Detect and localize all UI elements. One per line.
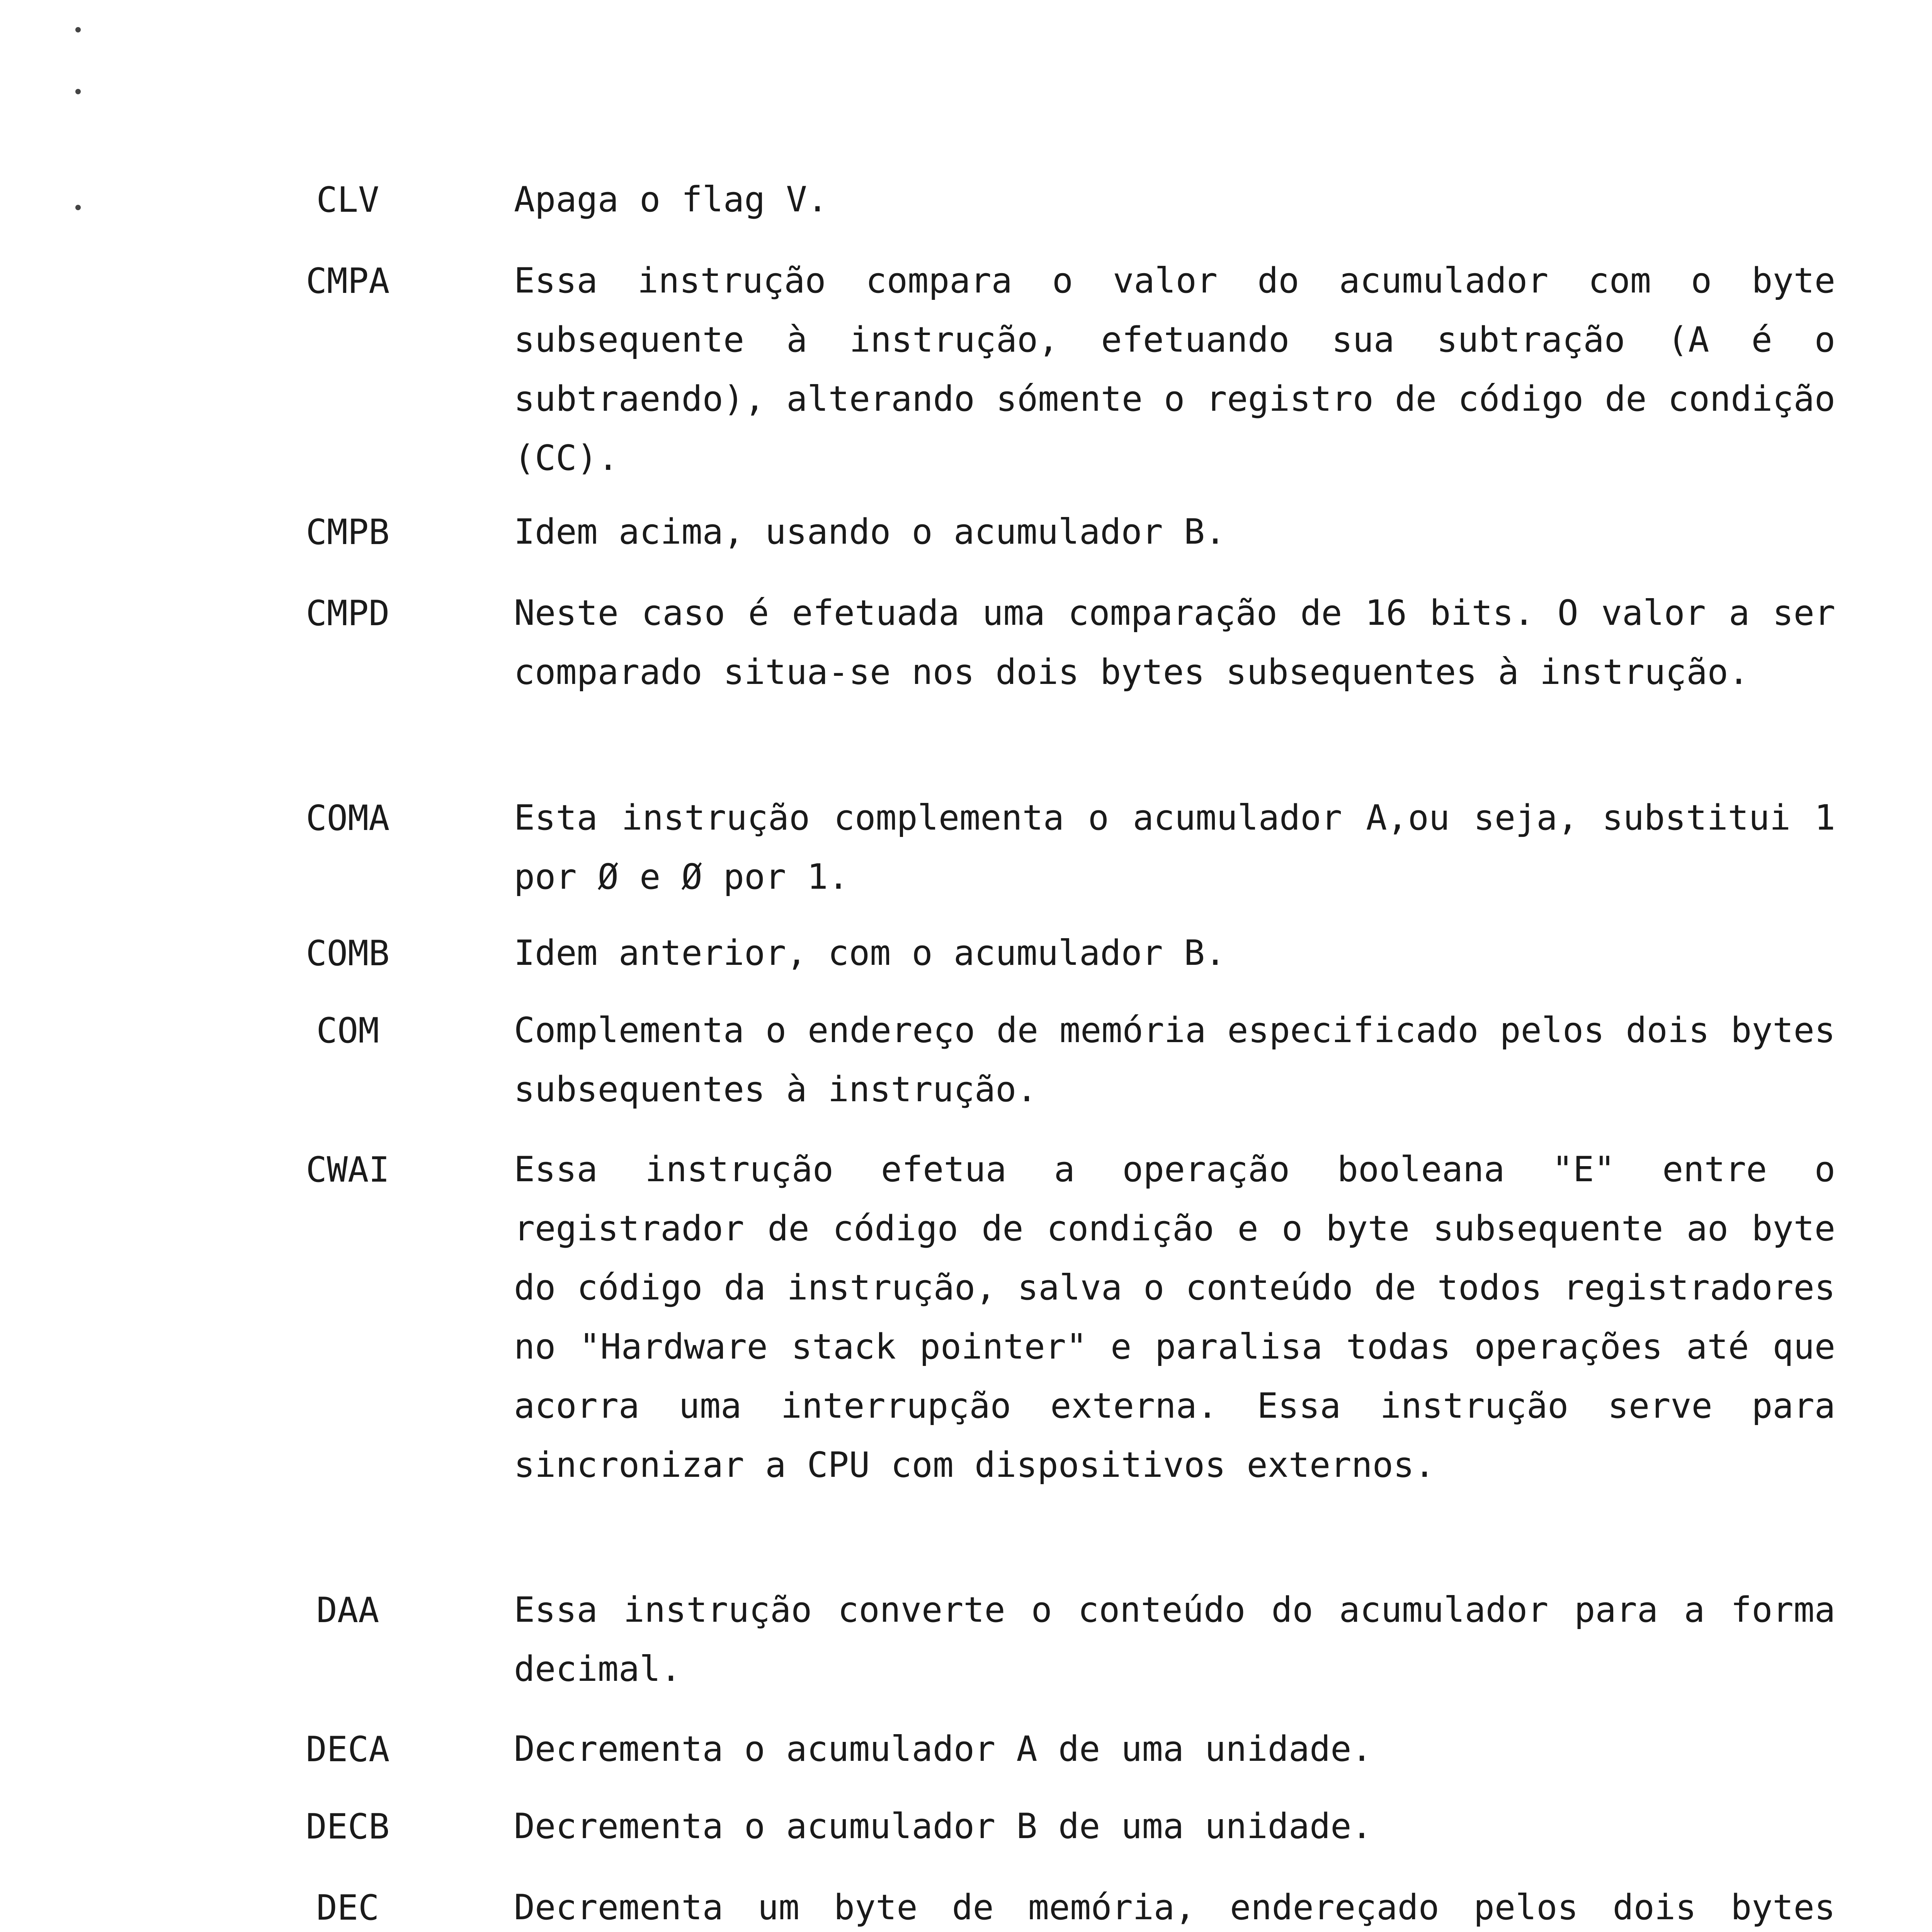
mnemonic: DECA	[306, 1729, 390, 1770]
scan-speck	[75, 205, 81, 210]
description: Decrementa um byte de memória, endereçado pelos dois bytes	[514, 1887, 1835, 1928]
description: Complementa o endereço de memória especificado pelos dois bytes subsequentes à instrução.	[514, 1010, 1835, 1110]
mnemonic: DECB	[306, 1806, 390, 1847]
description: Idem anterior, com o acumulador B.	[514, 933, 1226, 973]
description: Decrementa o acumulador B de uma unidade.	[514, 1806, 1372, 1847]
mnemonic: DEC	[316, 1888, 379, 1928]
mnemonic: CMPA	[306, 261, 390, 301]
description: Apaga o flag V.	[514, 179, 828, 220]
mnemonic: CMPB	[306, 512, 390, 553]
scan-speck	[75, 89, 81, 94]
mnemonic: COM	[316, 1010, 379, 1051]
description: Essa instrução converte o conteúdo do acumulador para a forma decimal.	[514, 1590, 1835, 1689]
mnemonic: CMPD	[306, 593, 390, 634]
description: Neste caso é efetuada uma comparação de 16 bits. O valor a ser comparado situa-se nos dois bytes subsequentes à instrução.	[514, 593, 1835, 692]
description: Idem acima, usando o acumulador B.	[514, 512, 1226, 552]
scan-speck	[75, 27, 81, 32]
mnemonic: CWAI	[306, 1150, 390, 1190]
description: Essa instrução efetua a operação booleana "E" entre o registrador de código de condição e o byte subsequente ao byte do código da instrução, salva o conteúdo de todos registradores no "Hardware stack pointer" e paralisa todas operações até que acorra uma interrupção externa. Essa instrução serve para sincronizar a CPU com dispositivos externos.	[514, 1149, 1835, 1485]
description: Esta instrução complementa o acumulador A,ou seja, substitui 1 por Ø e Ø por 1.	[514, 798, 1835, 897]
mnemonic: DAA	[316, 1590, 379, 1631]
mnemonic: CLV	[316, 180, 379, 220]
mnemonic: COMA	[306, 798, 390, 838]
description: Decrementa o acumulador A de uma unidade.	[514, 1729, 1372, 1769]
description: Essa instrução compara o valor do acumulador com o byte subsequente à instrução, efetuando sua subtração (A é o subtraendo), alterando sómente o registro de código de condição (CC).	[514, 260, 1835, 478]
mnemonic: COMB	[306, 933, 390, 974]
